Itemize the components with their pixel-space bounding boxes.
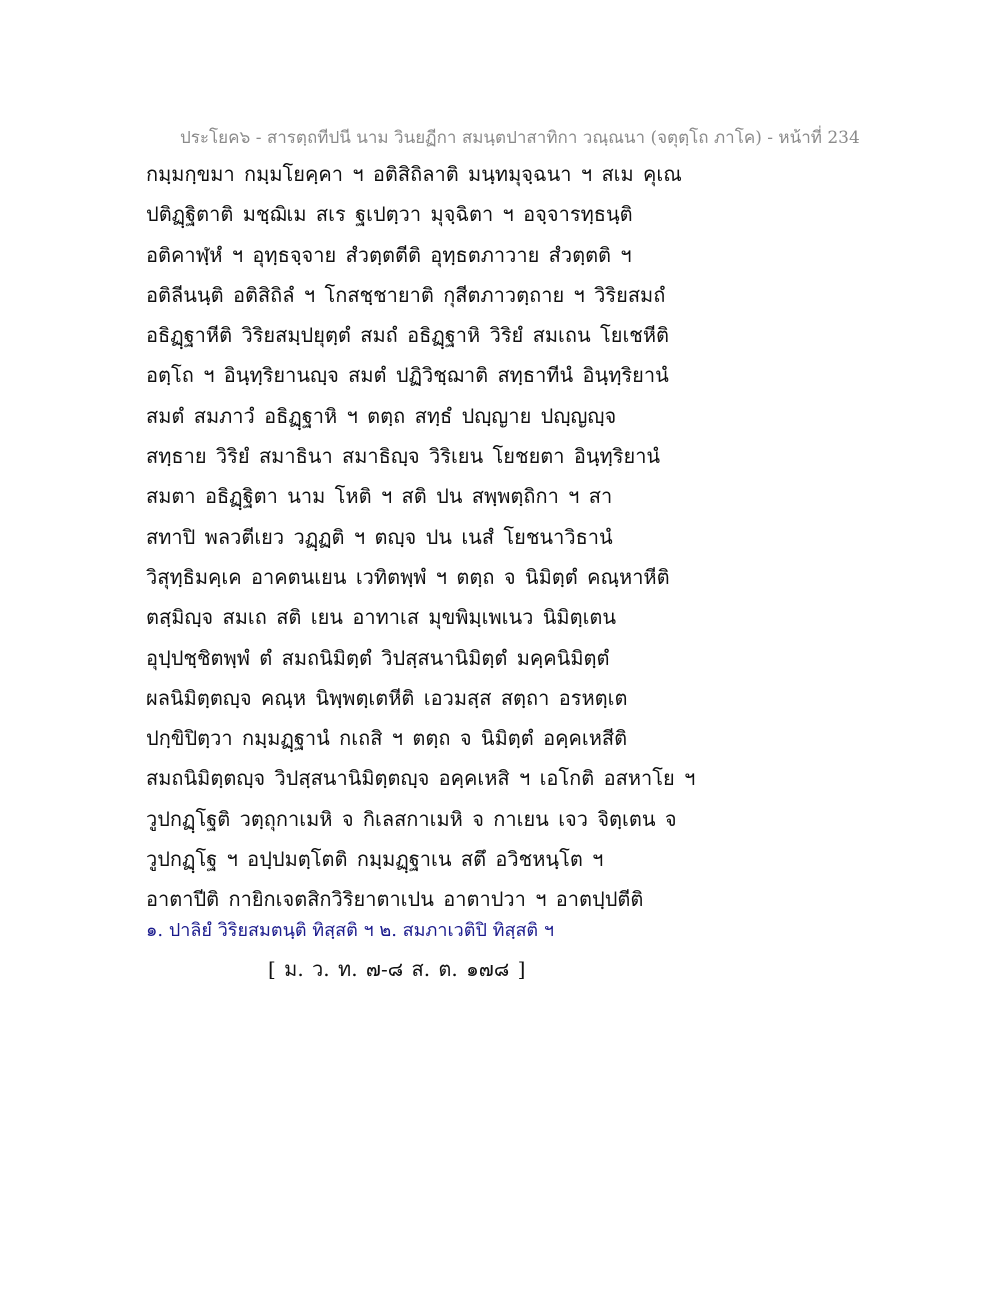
- page-reference: [ ม. ว. ท. ๗-๘ ส. ต. ๑๗๘ ]: [268, 957, 526, 981]
- footnote: ๑. ปาลิยํ วิริยสมตนฺติ ทิสฺสติ ฯ ๒. สมภาเวติปิ ทิสฺสติ ฯ: [146, 920, 554, 941]
- text-line: สทาปิ พลวตีเยว วฏฺฏติ ฯ ตญฺจ ปน เนสํ โยชนาวิธานํ: [146, 524, 613, 549]
- text-line: สทฺธาย วิริยํ สมาธินา สมาธิญฺจ วิริเยน โยชยตา อินฺทฺริยานํ: [146, 444, 661, 469]
- text-line: วูปกฏฺโฐ ฯ อปฺปมตฺโตติ กมฺมฏฺฐาเน สตึ อวิชหนฺโต ฯ: [146, 847, 604, 872]
- text-line: วิสุทฺธิมคฺเค อาคตนเยน เวทิตพฺพํ ฯ ตตฺถ จ นิมิตฺตํ คณฺหาหีติ: [146, 564, 670, 589]
- text-line: อาตาปีติ กายิกเจตสิกวิริยาตาเปน อาตาปวา ฯ อาตปฺปตีติ: [146, 887, 644, 912]
- page-header: ประโยค๖ - สารตฺถทีปนี นาม วินยฏีกา สมนฺตปาสาทิกา วณฺณนา (จตุตฺโถ ภาโค) - หน้าที่ 234: [180, 128, 860, 148]
- text-line: อธิฏฺฐาหีติ วิริยสมฺปยุตฺตํ สมถํ อธิฏฺฐาหิ วิริยํ สมเถน โยเชหีติ: [146, 323, 670, 348]
- text-line: สมตา อธิฏฺฐิตา นาม โหติ ฯ สติ ปน สพฺพตฺถิกา ฯ สา: [146, 484, 613, 509]
- text-line: อติคาฬฺหํ ฯ อุทฺธจฺจาย สํวตฺตตีติ อุทฺธตภาวาย สํวตฺตติ ฯ: [146, 242, 632, 267]
- text-line: วูปกฏฺโฐติ วตฺถุกาเมหิ จ กิเลสกาเมหิ จ กาเยน เจว จิตฺเตน จ: [146, 806, 677, 831]
- text-line: อตฺโถ ฯ อินฺทฺริยานญฺจ สมตํ ปฏิวิชฺฌาติ สทฺธาทีนํ อินฺทฺริยานํ: [146, 363, 669, 388]
- text-line: ผลนิมิตฺตญฺจ คณฺห นิพฺพตฺเตหีติ เอวมสฺส สตฺถา อรหตฺเต: [146, 685, 628, 710]
- body-text: [146, 162, 706, 928]
- text-line: อติลีนนฺติ อติสิถิลํ ฯ โกสชฺชายาติ กุสีตภาวตฺถาย ฯ วิริยสมถํ: [146, 282, 666, 307]
- text-line: สมถนิมิตฺตญฺจ วิปสฺสนานิมิตฺตญฺจ อคฺคเหสิ ฯ เอโกติ อสหาโย ฯ: [146, 766, 696, 791]
- text-line: กมฺมกฺขมา กมฺมโยคฺคา ฯ อติสิถิลาติ มนฺทมุจฺฉนา ฯ สเม คุเณ: [146, 162, 682, 186]
- text-line: ปติฏฺฐิตาติ มชฺฌิเม สเร ฐเปตฺวา มุจฺฉิตา ฯ อจฺจารทฺธนฺติ: [146, 202, 633, 227]
- text-line: ตสฺมิญฺจ สมเถ สติ เยน อาทาเส มุขพิมฺเพเนว นิมิตฺเตน: [146, 605, 617, 630]
- text-line: สมตํ สมภาวํ อธิฏฺฐาหิ ฯ ตตฺถ สทฺธํ ปญฺญาย ปญฺญญฺจ: [146, 403, 617, 428]
- text-line: ปกฺขิปิตฺวา กมฺมฏฺฐานํ กเถสิ ฯ ตตฺถ จ นิมิตฺตํ อคฺคเหสีติ: [146, 726, 628, 751]
- text-line: อุปฺปชฺชิตพฺพํ ตํ สมถนิมิตฺตํ วิปสฺสนานิมิตฺตํ มคฺคนิมิตฺตํ: [146, 645, 610, 670]
